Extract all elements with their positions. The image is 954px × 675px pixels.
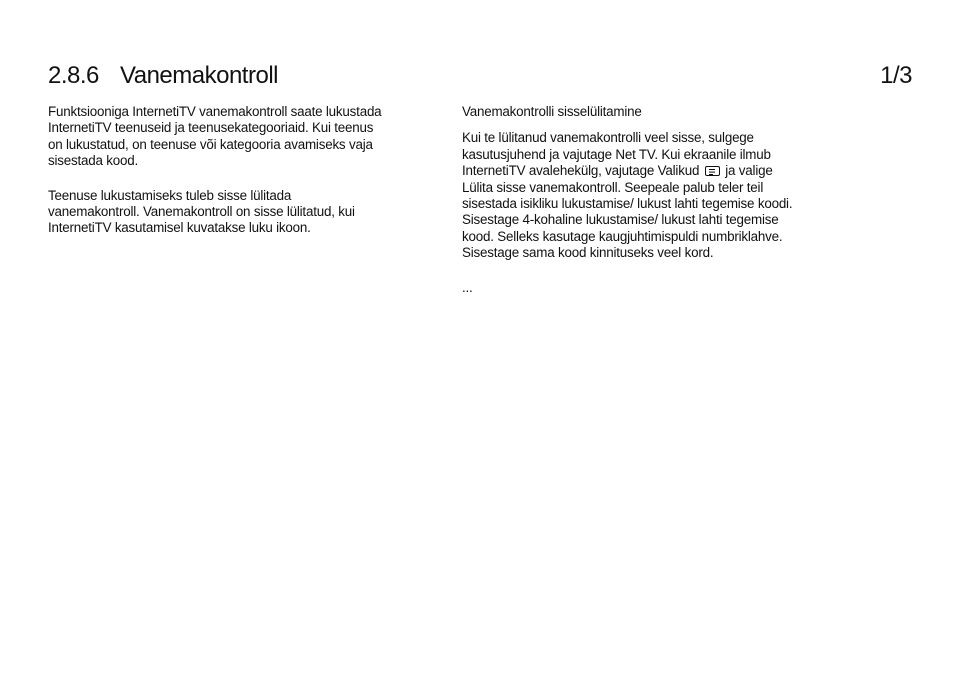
text-line: kasutusjuhend ja vajutage Net TV. Kui ekraanile ilmub bbox=[462, 146, 771, 162]
text-line: Teenuse lukustamiseks tuleb sisse lülitada bbox=[48, 187, 292, 203]
page-indicator: 1/3 bbox=[880, 62, 912, 89]
text-line: ja valige bbox=[725, 163, 773, 179]
text-line: vanemakontroll. Vanemakontroll on sisse lülitatud, kui bbox=[48, 204, 355, 220]
left-column bbox=[48, 104, 438, 237]
text-line: Sisestage 4-kohaline lukustamise/ lukust lahti tegemise bbox=[462, 212, 779, 228]
text-line: on lukustatud, on teenuse või kategooria avamiseks vaja bbox=[48, 136, 373, 152]
intro-paragraph bbox=[48, 104, 438, 170]
section-number: 2.8.6 bbox=[48, 62, 99, 89]
text-line: Sisestage sama kood kinnituseks veel kord. bbox=[462, 245, 714, 261]
options-icon bbox=[705, 166, 720, 176]
section-title: Vanemakontroll bbox=[120, 62, 278, 89]
text-line: Kui te lülitanud vanemakontrolli veel sisse, sulgege bbox=[462, 130, 754, 146]
lock-paragraph bbox=[48, 188, 438, 237]
text-line: Lülita sisse vanemakontroll. Seepeale palub teler teil bbox=[462, 179, 764, 195]
instructions-paragraph bbox=[462, 130, 862, 261]
text-line: InternetiTV kasutamisel kuvatakse luku ikoon. bbox=[48, 220, 311, 236]
subheading: Vanemakontrolli sisselülitamine bbox=[462, 104, 642, 119]
continuation-ellipsis: ... bbox=[462, 279, 473, 295]
page-header bbox=[48, 60, 912, 94]
right-column bbox=[462, 104, 862, 296]
text-line: sisestada kood. bbox=[48, 153, 139, 169]
text-line: InternetiTV teenuseid ja teenusekategooriaid. Kui teenus bbox=[48, 120, 374, 136]
text-line: sisestada isikliku lukustamise/ lukust lahti tegemise koodi. bbox=[462, 196, 793, 212]
text-line: Funktsiooniga InternetiTV vanemakontroll saate lukustada bbox=[48, 104, 382, 119]
paragraph-gap bbox=[48, 170, 438, 188]
text-line: InternetiTV avalehekülg, vajutage Valikud bbox=[462, 163, 700, 179]
text-line: kood. Selleks kasutage kaugjuhtimispuldi numbriklahve. bbox=[462, 228, 783, 244]
